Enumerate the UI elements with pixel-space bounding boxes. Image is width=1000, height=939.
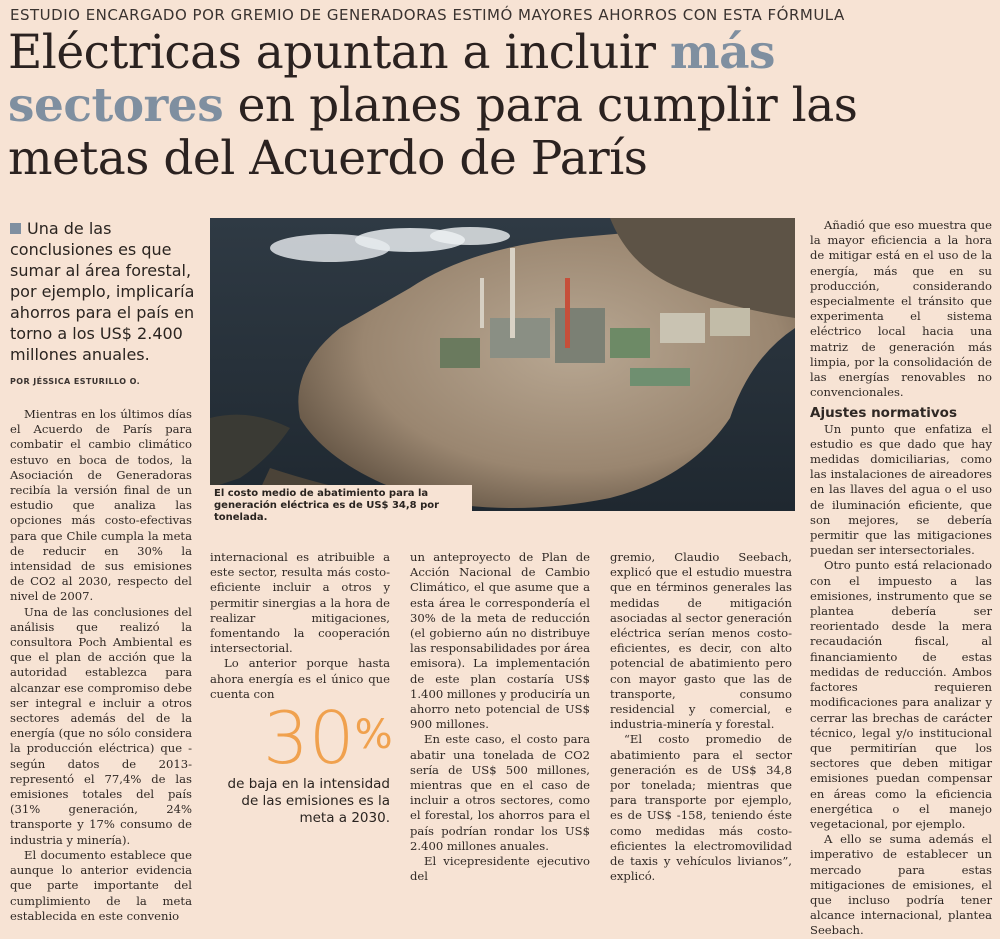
power-plant-photo: [210, 218, 795, 511]
photo-caption: El costo medio de abatimiento para la generación eléctrica es de US$ 34,8 por tonelada.: [210, 485, 472, 528]
paragraph: “El costo promedio de abatimiento para el sector generación es de US$ 34,8 por tonelada; mientras que para transporte por ejemplo, es de US$ -158, teniendo éste como medidas más costo-eficientes la electromovilidad de taxis y vehículos livianos”, explicó.: [610, 732, 792, 884]
headline: [8, 26, 998, 185]
section-heading: Ajustes normativos: [810, 405, 957, 422]
paragraph: Una de las conclusiones del análisis que realizó la consultora Poch Ambiental es que el plan de acción que la autoridad establezca para alcanzar ese compromiso debe ser integral e incluir a otros sectores además del de la energía (que no sólo considera la producción eléctrica) que -según datos de 2013- representó el 77,4% de las emisiones totales del país (31% generación, 24% transporte y 17% consumo de industria y minería).: [10, 604, 192, 847]
column-2: [210, 550, 390, 702]
big-stat-number: 30: [263, 696, 355, 780]
lede-square-icon: [10, 223, 21, 234]
kicker: ESTUDIO ENCARGADO POR GREMIO DE GENERADORAS ESTIMÓ MAYORES AHORROS CON ESTA FÓRMULA: [10, 6, 845, 24]
column-1: [10, 407, 192, 924]
paragraph: internacional es atribuible a este sector, resulta más costo-eficiente incluir a otros y permitir sinergias a la hora de realizar mitigaciones, fomentando la cooperación intersectorial.: [210, 550, 390, 656]
paragraph: En este caso, el costo para abatir una tonelada de CO2 sería de US$ 500 millones, mientras que en el caso de incluir a otros sectores, como el forestal, los ahorros para el país podrían rondar los US$ 2.400 millones anuales.: [410, 732, 590, 853]
paragraph: Añadió que eso muestra que la mayor eficiencia a la hora de mitigar está en el uso de la energía, más que en su producción, considerando especialmente el tránsito que experimenta el sistema eléctrico local hacia una matriz de generación más limpia, por la consolidación de las energías renovables no convencionales.: [810, 218, 992, 400]
paragraph: Lo anterior porque hasta ahora energía es el único que cuenta con: [210, 656, 390, 701]
headline-part2: en planes para cumplir las metas del Acuerdo de París: [8, 78, 858, 186]
big-stat-text: de baja en la intensidad de las emisiones es la meta a 2030.: [227, 776, 390, 826]
lede-text: Una de las conclusiones es que sumar al área forestal, por ejemplo, implicaría ahorros para el país en torno a los US$ 2.400 millones anuales.: [10, 219, 195, 364]
column-3: [410, 550, 590, 884]
headline-part1: Eléctricas apuntan a incluir: [8, 25, 670, 80]
byline: POR JÉSSICA ESTURILLO O.: [10, 377, 141, 386]
headline-highlight: más sectores: [8, 25, 776, 133]
paragraph: A ello se suma además el imperativo de establecer un mercado para estas mitigaciones de emisiones, el que incluso podría tener alcance internacional, plantea Seebach.: [810, 832, 992, 938]
paragraph: un anteproyecto de Plan de Acción Nacional de Cambio Climático, el que asume que a esta área le correspondería el 30% de la meta de reducción (el gobierno aún no distribuye las responsabilidades por área emisora). La implementación de este plan costaría US$ 1.400 millones y produciría un ahorro neto potencial de US$ 900 millones.: [410, 550, 590, 732]
paragraph: El vicepresidente ejecutivo del: [410, 854, 590, 884]
paragraph: gremio, Claudio Seebach, explicó que el estudio muestra que en términos generales las medidas de mitigación asociadas al sector generación eléctrica serían menos costo-eficientes, es decir, con alto potencial de abatimiento pero con mayor gasto que las de transporte, consumo residencial y comercial, e industria-minería y forestal.: [610, 550, 792, 732]
lede: [10, 218, 205, 365]
paragraph: Otro punto está relacionado con el impuesto a las emisiones, instrumento que se plantea debería ser reorientado desde la mera recaudación fiscal, al financiamiento de estas medidas de reducción. Ambos factores requieren modificaciones para analizar y cerrar las brechas de carácter técnico, legal y/o institucional que permitirían que los sectores que deben mitigar emisiones puedan compensar en áreas como la eficiencia energética o el manejo vegetacional, por ejemplo.: [810, 558, 992, 831]
paragraph: Mientras en los últimos días el Acuerdo de París para combatir el cambio climático estuvo en boca de todos, la Asociación de Generadoras recibía la versión final de un estudio que analiza las opciones más costo-efectivas para que Chile cumpla la meta de reducir en 30% la intensidad de sus emisiones de CO2 al 2030, respecto del nivel de 2007.: [10, 407, 192, 604]
big-stat: [263, 696, 393, 780]
column-4: [610, 550, 792, 884]
paragraph: El documento establece que aunque lo anterior evidencia que parte importante del cumplimiento de la meta establecida en este convenio: [10, 847, 192, 923]
power-plant-illustration: [210, 218, 795, 511]
column-5: [810, 218, 992, 939]
big-stat-symbol: %: [354, 712, 393, 758]
paragraph: Un punto que enfatiza el estudio es que dado que hay medidas domiciliarias, como las instalaciones de aireadores en las llaves del agua o el uso de iluminación eficiente, que son mejores, se debería permitir que las mitigaciones puedan ser intersectoriales.: [810, 421, 992, 558]
